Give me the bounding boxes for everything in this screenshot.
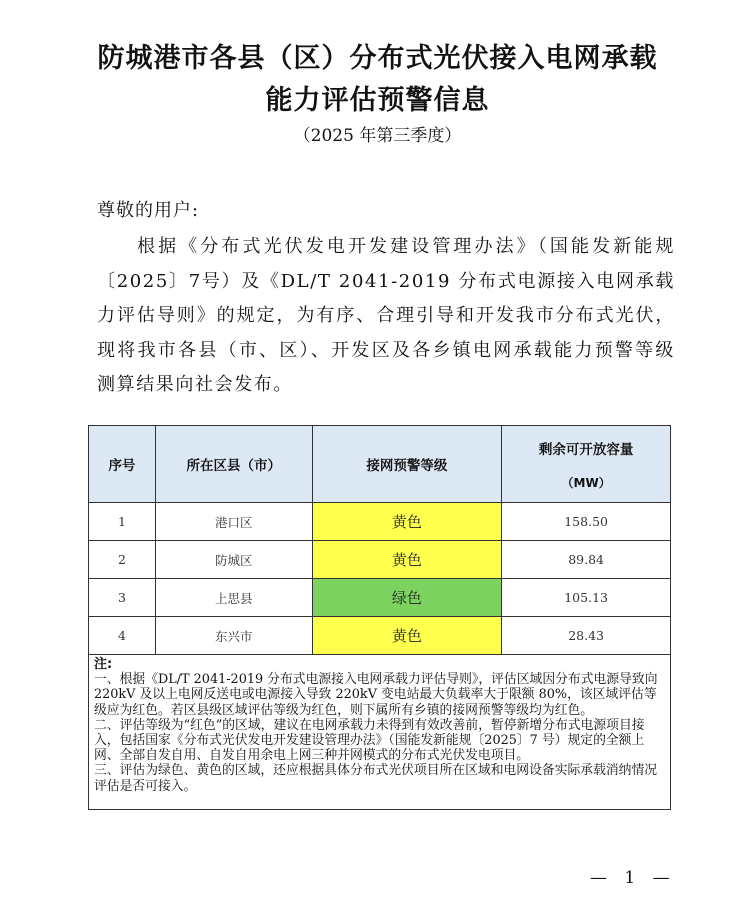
document-subtitle: （2025 年第三季度）: [293, 126, 462, 146]
cell-capacity: 28.43: [502, 617, 671, 655]
cell-district: 东兴市: [155, 617, 312, 655]
cell-district: 防城区: [155, 541, 312, 579]
header-index: 序号: [89, 426, 156, 503]
header-level: 接网预警等级: [312, 426, 502, 503]
cell-index: 4: [89, 617, 156, 655]
document-title-line-1: 防城港市各县（区）分布式光伏接入电网承载: [97, 43, 658, 74]
capacity-warning-table: [88, 425, 671, 810]
body-paragraph: 根据《分布式光伏发电开发建设管理办法》（国能发新能规〔2025〕7号）及《DL/T 2041-2019 分布式电源接入电网承载力评估导则》的规定，为有序、合理引导和开发我市分布式光伏，现将我市各县（市、区）、开发区及各乡镇电网承载能力预警等级测算结果向社会发布。: [97, 236, 675, 396]
cell-district: 港口区: [155, 503, 312, 541]
page-number: — 1 —: [590, 868, 676, 888]
cell-capacity: 105.13: [502, 579, 671, 617]
notes-heading: 注:: [94, 657, 113, 672]
note-item-3: 三、评估为绿色、黄色的区域，还应根据具体分布式光伏项目所在区域和电网设备实际承载消纳情况评估是否可接入。: [94, 763, 658, 794]
header-capacity-label: 剩余可开放容量: [538, 441, 634, 458]
note-item-2: 二、评估等级为“红色”的区域，建议在电网承载力未得到有效改善前，暂停新增分布式电源项目接入，包括国家《分布式光伏发电开发建设管理办法》（国能发新能规〔2025〕7 号）规定的全额上网、全部自发自用、自发自用余电上网三种并网模式的分布式光伏发电项目。: [94, 717, 645, 764]
table-row: [89, 541, 671, 579]
cell-capacity: 158.50: [502, 503, 671, 541]
cell-warning-level: 黄色: [312, 541, 502, 579]
header-district: 所在区县（市）: [155, 426, 312, 503]
table-row: [89, 503, 671, 541]
notes-cell: [89, 655, 671, 810]
note-item-1: 一、根据《DL/T 2041-2019 分布式电源接入电网承载力评估导则》，评估区域因分布式电源导致向 220kV 及以上电网反送电或电源接入导致 220kV 变电站最大负载率大于限额 80%，该区域评估等级应为红色。若区县级区域评估等级为红色，则下属所有乡镇的接网预警等级均为红色。: [94, 672, 658, 718]
cell-capacity: 89.84: [502, 541, 671, 579]
table-row: [89, 617, 671, 655]
cell-index: 3: [89, 579, 156, 617]
cell-district: 上思县: [155, 579, 312, 617]
header-capacity-unit: （MW）: [561, 475, 611, 490]
cell-warning-level: 绿色: [312, 579, 502, 617]
notes-row: [89, 655, 671, 810]
cell-warning-level: 黄色: [312, 617, 502, 655]
header-capacity: [502, 426, 671, 503]
cell-index: 2: [89, 541, 156, 579]
document-title-line-2: 能力评估预警信息: [265, 85, 490, 116]
table-header-row: [89, 426, 671, 503]
cell-warning-level: 黄色: [312, 503, 502, 541]
cell-index: 1: [89, 503, 156, 541]
greeting: 尊敬的用户:: [97, 200, 200, 221]
table-row: [89, 579, 671, 617]
